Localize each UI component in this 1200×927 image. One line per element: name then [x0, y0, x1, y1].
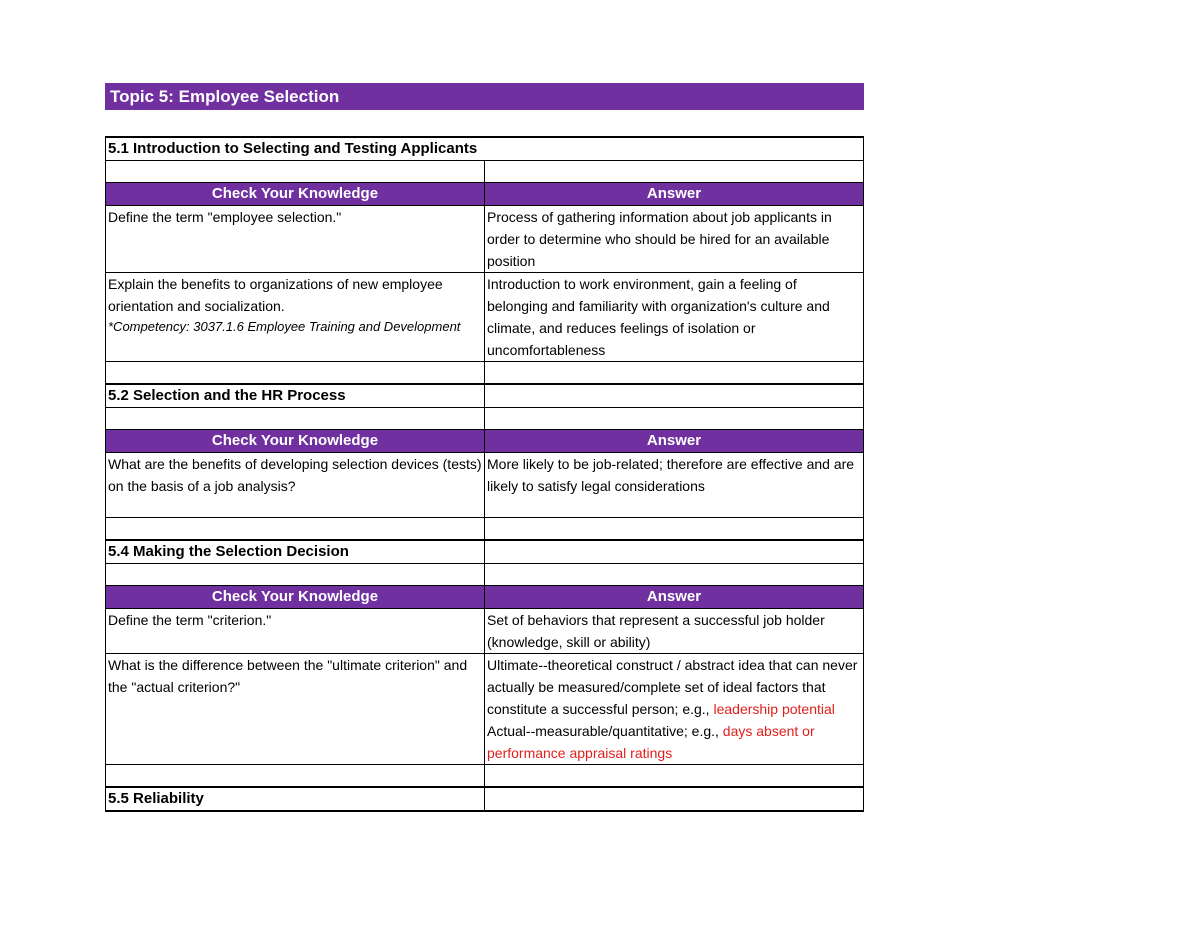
check-your-knowledge-header: Check Your Knowledge	[106, 586, 485, 609]
answer-header: Answer	[485, 183, 864, 206]
header-row	[106, 183, 864, 206]
blank-row	[106, 161, 864, 183]
answer-cell: More likely to be job-related; therefore are effective and are likely to satisfy legal considerations	[485, 453, 864, 518]
check-your-knowledge-header: Check Your Knowledge	[106, 183, 485, 206]
question-cell: Define the term "employee selection."	[106, 206, 485, 273]
actual-example-text: days absent or performance appraisal ratings	[487, 723, 815, 761]
table-row	[106, 654, 864, 765]
blank-row	[106, 362, 864, 385]
section-row	[106, 384, 864, 408]
blank-row	[106, 765, 864, 788]
question-cell: What are the benefits of developing selection devices (tests) on the basis of a job analysis?	[106, 453, 485, 518]
answer-cell	[485, 654, 864, 765]
table-row	[106, 206, 864, 273]
table-row	[106, 453, 864, 518]
section-row	[106, 540, 864, 564]
table-row	[106, 273, 864, 362]
answer-cell: Process of gathering information about job applicants in order to determine who should be hired for an available position	[485, 206, 864, 273]
answer-cell: Set of behaviors that represent a successful job holder (knowledge, skill or ability)	[485, 609, 864, 654]
question-text: Explain the benefits to organizations of new employee orientation and socialization.	[108, 276, 443, 314]
blank-row	[106, 408, 864, 430]
question-cell: What is the difference between the "ultimate criterion" and the "actual criterion?"	[106, 654, 485, 765]
ultimate-example-text: leadership potential	[713, 701, 835, 717]
section-row	[106, 137, 864, 161]
section-title-5-5: 5.5 Reliability	[106, 787, 485, 811]
ultimate-criterion-text: Ultimate--theoretical construct / abstract idea that can never actually be measured/complete set of ideal factors that constitute a successful person; e.g.,	[487, 657, 858, 717]
blank-row	[106, 518, 864, 541]
question-cell: Define the term "criterion."	[106, 609, 485, 654]
answer-cell: Introduction to work environment, gain a feeling of belonging and familiarity with organization's culture and climate, and reduces feelings of isolation or uncomfortableness	[485, 273, 864, 362]
actual-criterion-text: Actual--measurable/quantitative; e.g.,	[487, 723, 723, 739]
section-title-5-4: 5.4 Making the Selection Decision	[106, 540, 485, 564]
check-your-knowledge-header: Check Your Knowledge	[106, 430, 485, 453]
topic-title-bar: Topic 5: Employee Selection	[105, 83, 864, 110]
section-row	[106, 787, 864, 811]
header-row	[106, 586, 864, 609]
section-title-5-2: 5.2 Selection and the HR Process	[106, 384, 485, 408]
answer-header: Answer	[485, 430, 864, 453]
question-cell	[106, 273, 485, 362]
blank-row	[106, 564, 864, 586]
table-row	[106, 609, 864, 654]
header-row	[106, 430, 864, 453]
knowledge-table	[105, 136, 864, 812]
answer-header: Answer	[485, 586, 864, 609]
competency-note: *Competency: 3037.1.6 Employee Training and Development	[108, 319, 461, 334]
section-title-5-1: 5.1 Introduction to Selecting and Testing Applicants	[106, 137, 864, 161]
